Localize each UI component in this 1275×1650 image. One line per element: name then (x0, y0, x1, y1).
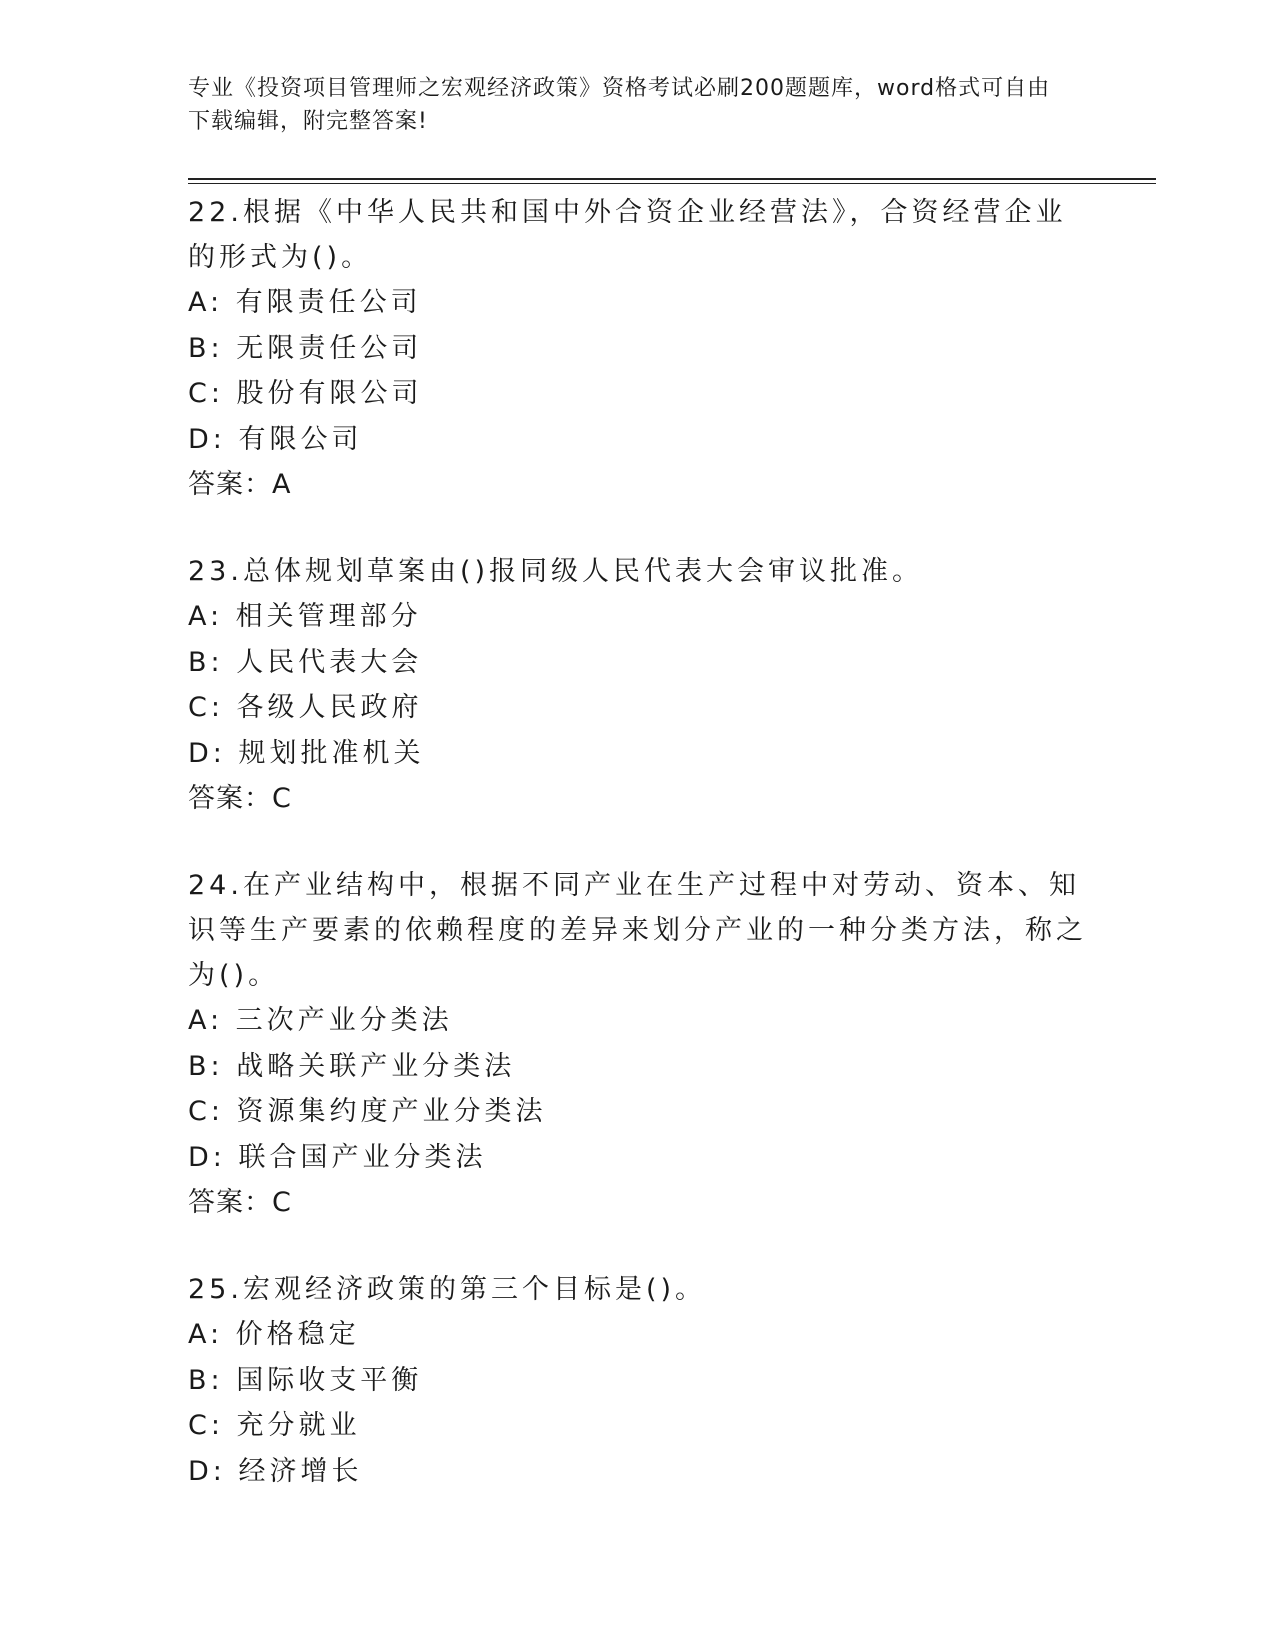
option-d: D: 规划批准机关 (188, 737, 425, 769)
question-stem: 22.根据《中华人民共和国中外合资企业经营法》，合资经营企业的形式为()。 (188, 197, 1067, 273)
option-d: D: 联合国产业分类法 (188, 1141, 487, 1173)
answer: 答案：A (188, 469, 292, 500)
question-stem: 24.在产业结构中，根据不同产业在生产过程中对劳动、资本、知识等生产要素的依赖程度的差异来划分产业的一种分类方法，称之为()。 (188, 870, 1087, 991)
option-a: A: 价格稳定 (188, 1319, 360, 1350)
option-a: A: 有限责任公司 (188, 287, 422, 318)
option-d: D: 有限公司 (188, 423, 363, 455)
option-c: C: 各级人民政府 (188, 692, 423, 723)
option-a: A: 三次产业分类法 (188, 1005, 453, 1036)
option-c: C: 股份有限公司 (188, 378, 423, 409)
option-b: B: 战略关联产业分类法 (188, 1050, 516, 1082)
question-stem: 23.总体规划草案由()报同级人民代表大会审议批准。 (188, 556, 924, 587)
option-a: A: 相关管理部分 (188, 601, 422, 632)
answer: 答案：C (188, 783, 292, 814)
header-divider (188, 178, 1156, 184)
answer: 答案：C (188, 1187, 292, 1218)
option-d: D: 经济增长 (188, 1455, 363, 1487)
option-b: B: 国际收支平衡 (188, 1364, 423, 1396)
question-stem: 25.宏观经济政策的第三个目标是()。 (188, 1274, 707, 1305)
option-c: C: 充分就业 (188, 1410, 361, 1441)
option-b: B: 人民代表大会 (188, 646, 423, 678)
question-23 (188, 549, 1088, 821)
option-b: B: 无限责任公司 (188, 332, 423, 364)
document-header: 专业《投资项目管理师之宏观经济政策》资格考试必刷200题题库，word格式可自由下载编辑，附完整答案! (188, 76, 1051, 134)
question-25 (188, 1267, 1088, 1494)
question-22 (188, 190, 1088, 507)
question-list (188, 190, 1088, 1536)
question-24 (188, 863, 1088, 1225)
option-c: C: 资源集约度产业分类法 (188, 1096, 547, 1127)
